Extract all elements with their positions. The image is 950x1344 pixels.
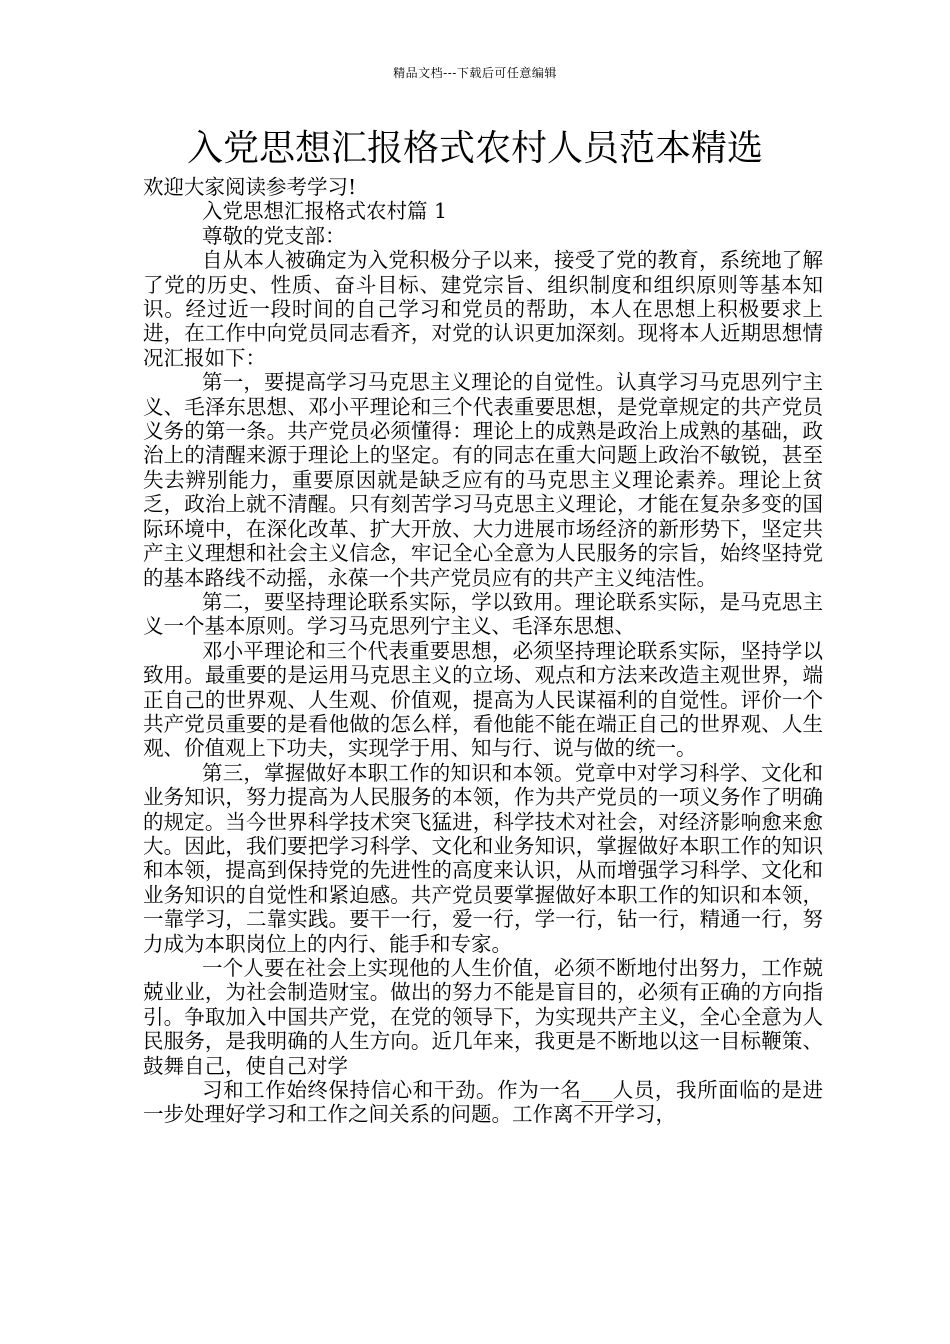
paragraph-work-study: 习和工作始终保持信心和干劲。作为一名___人员，我所面临的是进一步处理好学习和工作之间关系的问题。工作离不开学习， <box>143 1078 823 1127</box>
greeting: 欢迎大家阅读参考学习! <box>143 175 357 199</box>
header-note: 精品文档---下载后可任意编辑 <box>393 66 557 80</box>
paragraph-third-point: 第三，掌握做好本职工作的知识和本领。党章中对学习科学、文化和业务知识，努力提高为人民服务的本领，作为共产党员的一项义务作了明确的规定。当今世界科学技术突飞猛进，科学技术对社会，对经济影响愈来愈大。因此，我们要把学习科学、文化和业务知识，掌握做好本职工作的知识和本领，提高到保持党的先进性的高度来认识，从而增强学习科学、文化和业务知识的自觉性和紧迫感。共产党员要掌握做好本职工作的知识和本领，一靠学习，二靠实践。要干一行，爱一行，学一行，钻一行，精通一行，努力成为本职岗位上的内行、能手和专家。 <box>143 760 823 956</box>
paragraph-first-point: 第一，要提高学习马克思主义理论的自觉性。认真学习马克思列宁主义、毛泽东思想、邓小平理论和三个代表重要思想，是党章规定的共产党员义务的第一条。共产党员必须懂得：理论上的成熟是政治上成熟的基础，政治上的清醒来源于理论上的坚定。有的同志在重大问题上政治不敏锐，甚至失去辨别能力，重要原因就是缺乏应有的马克思主义理论素养。理论上贫乏，政治上就不清醒。只有刻苦学习马克思主义理论，才能在复杂多变的国际环境中，在深化改革、扩大开放、大力进展市场经济的新形势下，坚定共产主义理想和社会主义信念，牢记全心全意为人民服务的宗旨，始终坚持党的基本路线不动摇，永葆一个共产党员应有的共产主义纯洁性。 <box>143 370 823 590</box>
paragraph-second-point: 第二，要坚持理论联系实际，学以致用。理论联系实际，是马克思主义一个基本原则。学习马克思列宁主义、毛泽东思想、 <box>143 589 823 639</box>
salutation: 尊敬的党支部： <box>202 223 346 248</box>
paragraph-intro: 自从本人被确定为入党积极分子以来，接受了党的教育，系统地了解了党的历史、性质、奋斗目标、建党宗旨、组织制度和组织原则等基本知识。经过近一段时间的自己学习和党员的帮助，本人在思想上积极要求上进，在工作中向党员同志看齐，对党的认识更加深刻。现将本人近期思想情况汇报如下： <box>143 248 823 370</box>
paragraph-life-value: 一个人要在社会上实现他的人生价值，必须不断地付出努力，工作兢兢业业，为社会制造财宝。做出的努力不能是盲目的，必须有正确的方向指引。争取加入中国共产党，在党的领导下，为实现共产主义，全心全意为人民服务，是我明确的人生方向。近几年来，我更是不断地以这一目标鞭策、鼓舞自己，使自己对学 <box>143 956 823 1078</box>
paragraph-second-point-continued: 邓小平理论和三个代表重要思想，必须坚持理论联系实际，坚持学以致用。最重要的是运用马克思主义的立场、观点和方法来改造主观世界，端正自己的世界观、人生观、价值观，提高为人民谋福利的自觉性。评价一个共产党员重要的是看他做的怎么样，看他能不能在端正自己的世界观、人生观、价值观上下功夫，实现学于用、知与行、说与做的统一。 <box>143 638 823 761</box>
subtitle: 入党思想汇报格式农村篇 1 <box>202 199 448 224</box>
document-body <box>143 175 823 1127</box>
document-title: 入党思想汇报格式农村人员范本精选 <box>186 128 763 169</box>
